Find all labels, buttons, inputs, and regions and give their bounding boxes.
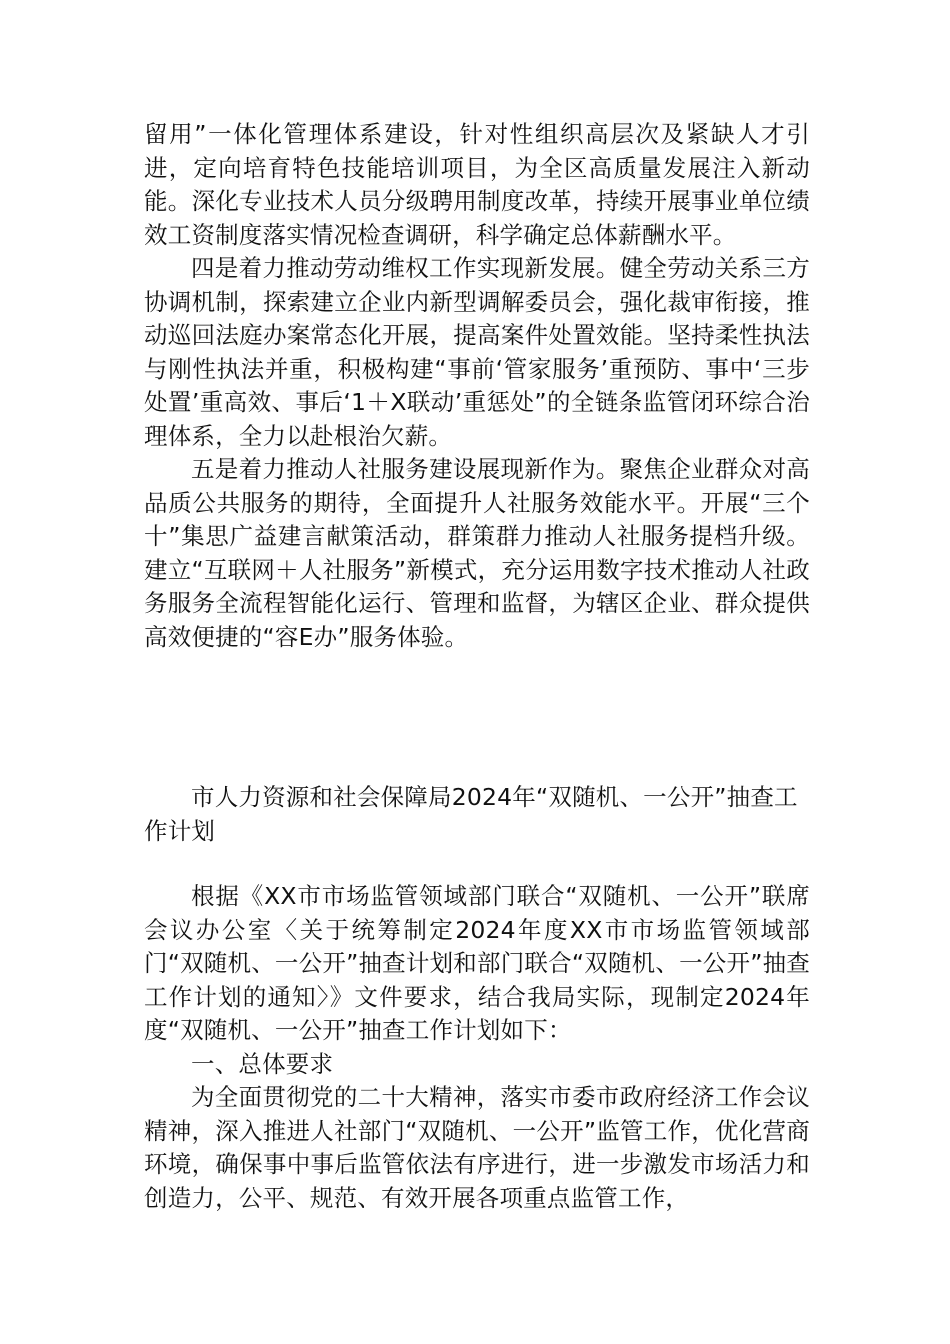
paragraph-basis: 根据《XX市市场监管领域部门联合“双随机、一公开”联席会议办公室〈关于统筹制定2024年度XX市市场监管领域部门“双随机、一公开”抽查计划和部门联合“双随机、一公开”抽查工作计划的通知〉》文件要求，结合我局实际，现制定2024年度“双随机、一公开”抽查工作计划如下： (144, 882, 810, 1044)
paragraph-continued: 留用”一体化管理体系建设，针对性组织高层次及紧缺人才引进，定向培育特色技能培训项目，为全区高质量发展注入新动能。深化专业技术人员分级聘用制度改革，持续开展事业单位绩效工资制度落实情况检查调研，科学确定总体薪酬水平。 (144, 120, 810, 249)
section-1-body (144, 118, 810, 654)
section-2-body (144, 880, 810, 1215)
heading-general-requirements: 一、总体要求 (191, 1049, 334, 1078)
document-title: 市人力资源和社会保障局2024年“双随机、一公开”抽查工作计划 (144, 783, 798, 845)
paragraph-general-requirements: 为全面贯彻党的二十大精神，落实市委市政府经济工作会议精神，深入推进人社部门“双随机、一公开”监管工作，优化营商环境，确保事中事后监管依法有序进行，进一步激发市场活力和创造力，公平、规范、有效开展各项重点监管工作， (144, 1083, 810, 1212)
paragraph-services: 五是着力推动人社服务建设展现新作为。聚焦企业群众对高品质公共服务的期待，全面提升人社服务效能水平。开展“三个十”集思广益建言献策活动，群策群力推动人社服务提档升级。建立“互联网＋人社服务”新模式，充分运用数字技术推动人社政务服务全流程智能化运行、管理和监督，为辖区企业、群众提供高效便捷的“容E办”服务体验。 (144, 455, 810, 651)
paragraph-labor-rights: 四是着力推动劳动维权工作实现新发展。健全劳动关系三方协调机制，探索建立企业内新型调解委员会，强化裁审衔接，推动巡回法庭办案常态化开展，提高案件处置效能。坚持柔性执法与刚性执法并重，积极构建“事前‘管家服务’重预防、事中‘三步处置’重高效、事后‘1＋X联动’重惩处”的全链条监管闭环综合治理体系，全力以赴根治欠薪。 (144, 254, 810, 450)
